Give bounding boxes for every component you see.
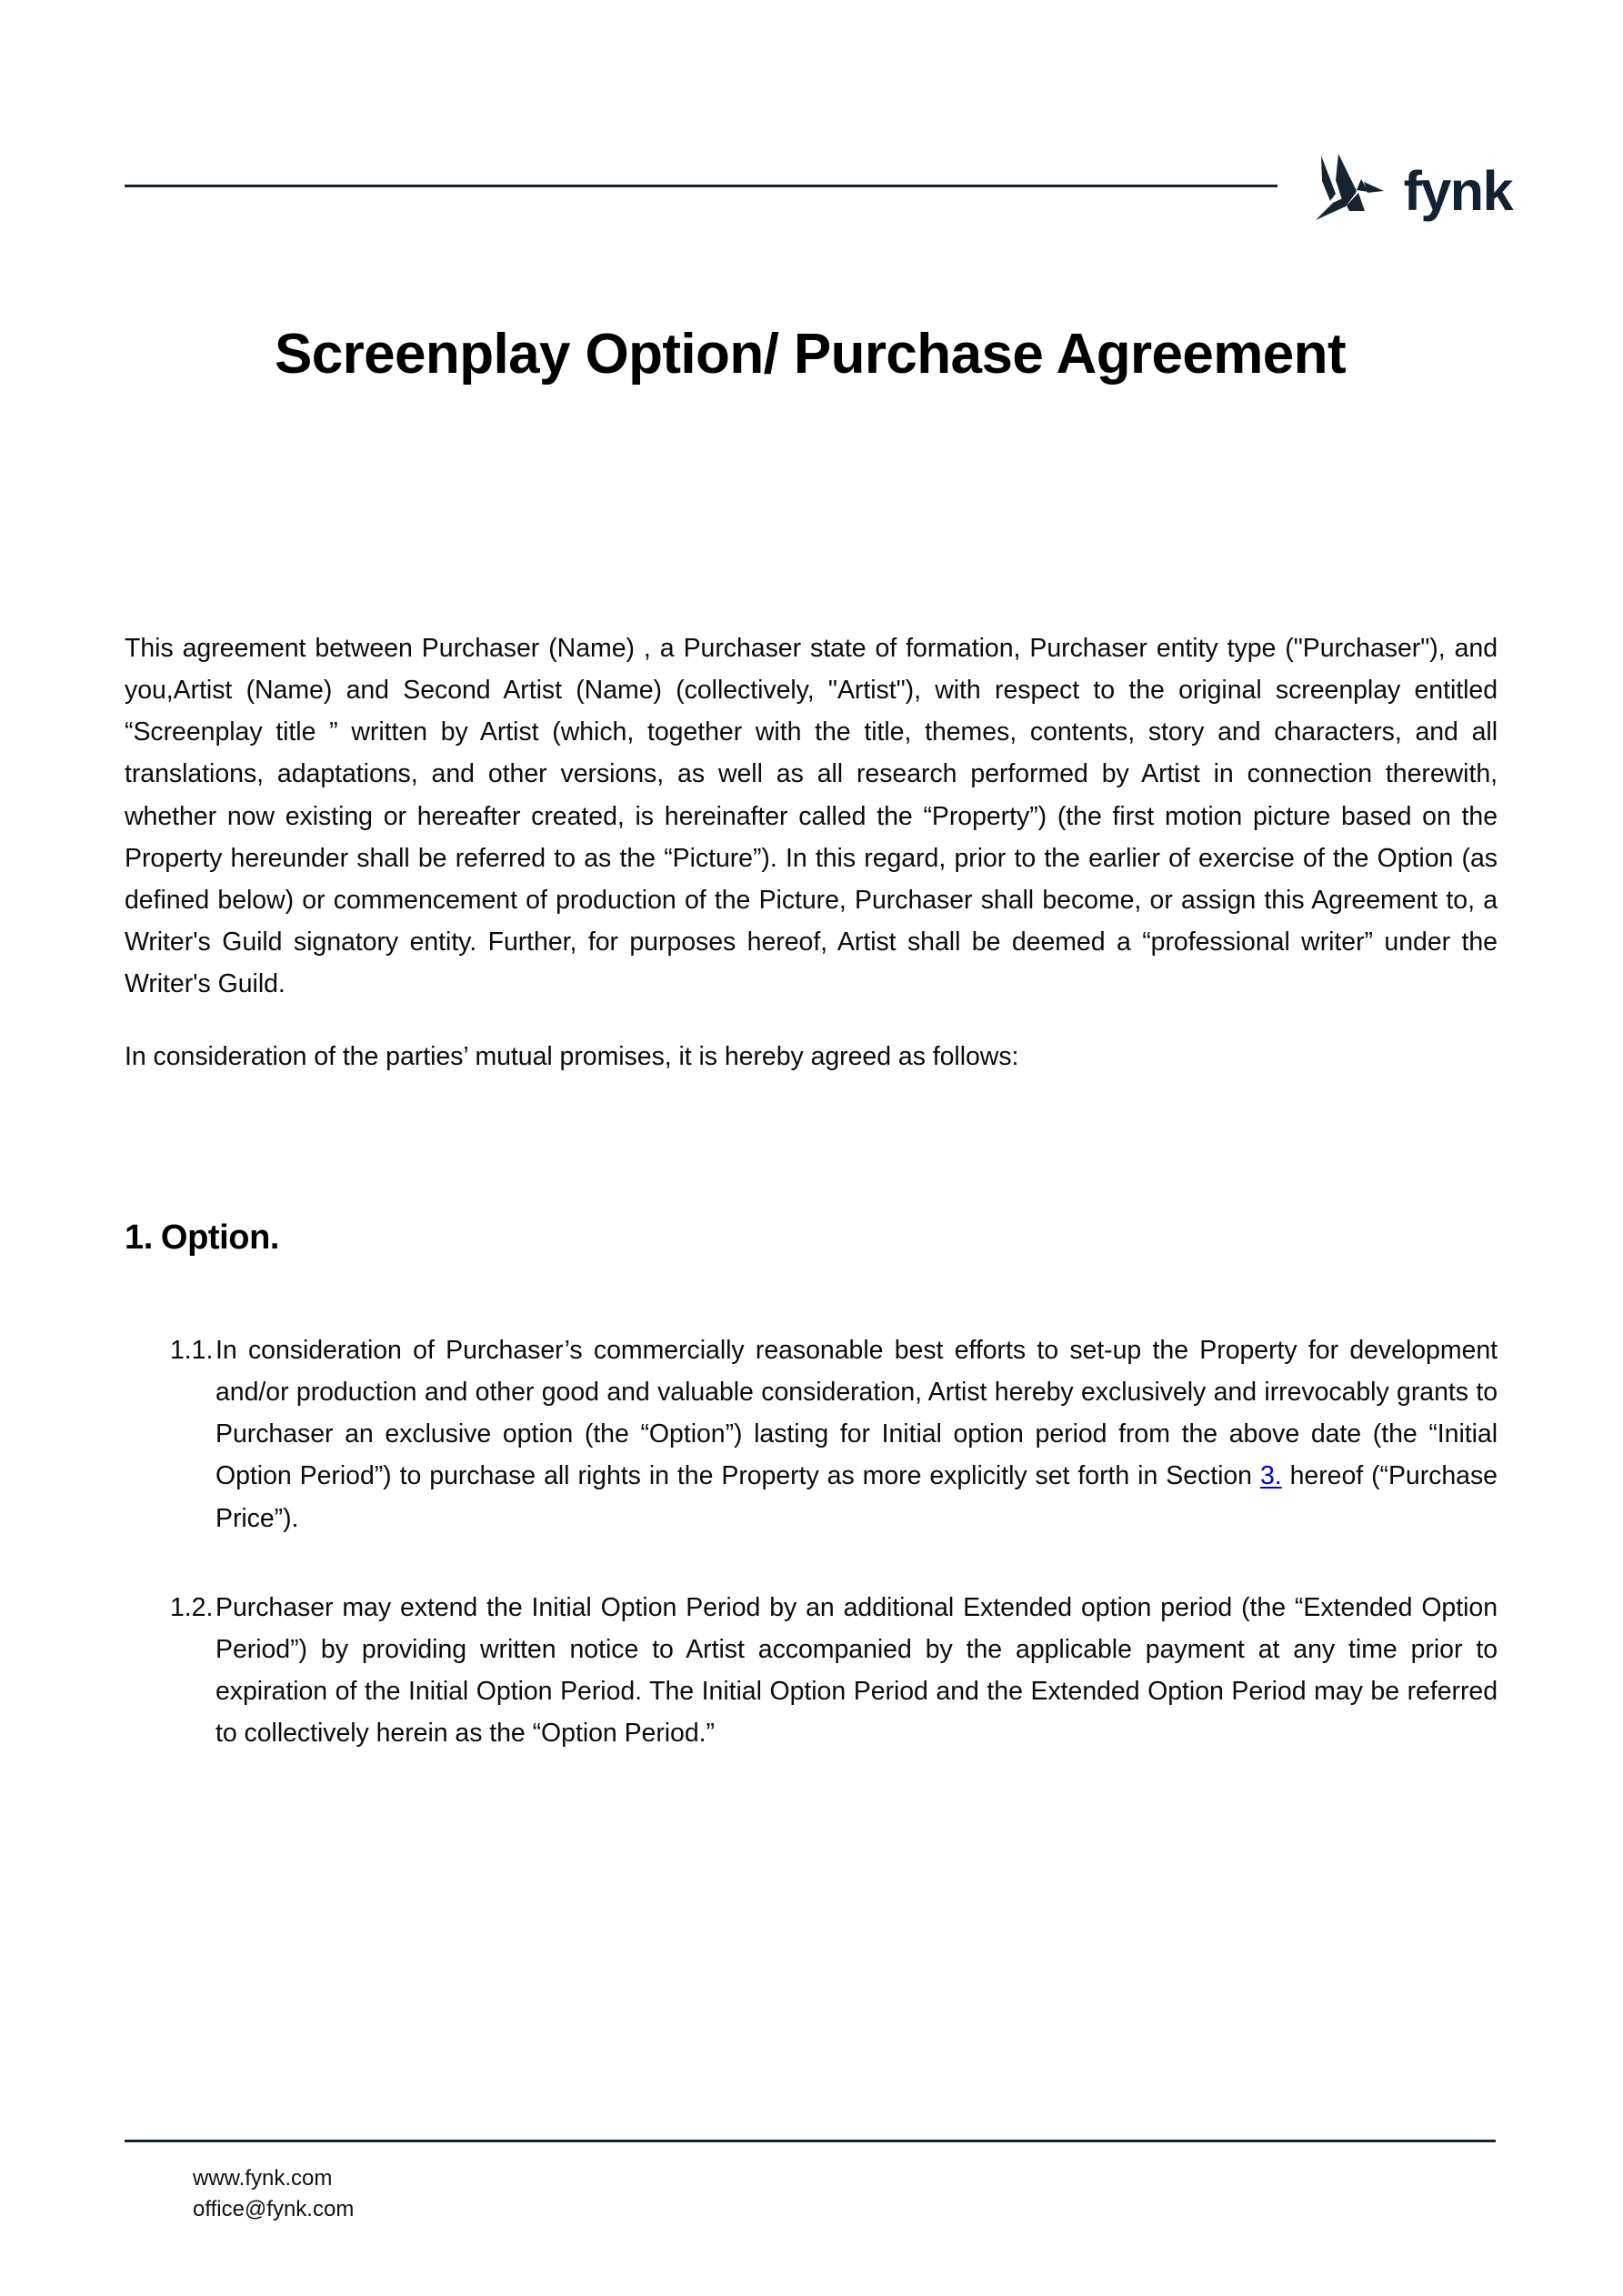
clause-1-2 xyxy=(125,1587,1498,1755)
preamble-paragraph: This agreement between Purchaser (Name) , a Purchaser state of formation, Purchaser entity type ("Purchaser"), and you,Artist (Name) and Second Artist (Name) (collectively, "Artist"), with respect to the original screenplay entitled “Screenplay title ” written by Artist (which, together with the title, themes, contents, story and characters, and all translations, adaptations, and other versions, as well as all research performed by Artist in connection therewith, whether now existing or hereafter created, is hereinafter called the “Property”) (the first motion picture based on the Property hereunder shall be referred to as the “Picture”). In this regard, prior to the earlier of exercise of the Option (as defined below) or commencement of production of the Picture, Purchaser shall become, or assign this Agreement to, a Writer's Guild signatory entity. Further, for purposes hereof, Artist shall be deemed a “professional writer” under the Writer's Guild. xyxy=(125,634,1498,999)
footer-contact xyxy=(193,2163,354,2225)
clause-text: Purchaser may extend the Initial Option Period by an additional Extended option period (the “Extended Option Period”) by providing written notice to Artist accompanied by the applicable payment at any time prior to expiration of the Initial Option Period. The Initial Option Period and the Extended Option Period may be referred to collectively herein as the “Option Period.” xyxy=(215,1592,1498,1749)
brand-logo xyxy=(1311,145,1512,229)
brand-name: fynk xyxy=(1403,159,1512,222)
clause-text: In consideration of Purchaser’s commercially reasonable best efforts to set-up the Property for development and/or production and other good and valuable consideration, Artist hereby exclusively and irrevocably grants to Purchaser an exclusive option (the “Option”) lasting for Initial option period from the above date (the “Initial Option Period”) to purchase all rights in the Property as more explicitly set forth in Section xyxy=(215,1336,1498,1491)
section-title: Option. xyxy=(160,1218,280,1257)
document-body xyxy=(125,627,1498,1109)
clause-list xyxy=(125,1329,1498,1801)
clause-number: 1.2. xyxy=(170,1592,214,1622)
header-divider xyxy=(125,185,1277,187)
section-cross-reference-link[interactable]: 3. xyxy=(1259,1461,1282,1491)
section-heading-option xyxy=(125,1218,279,1258)
section-number: 1. xyxy=(125,1218,153,1257)
consideration-paragraph: In consideration of the parties’ mutual promises, it is hereby agreed as follows: xyxy=(125,1042,1019,1072)
page-title: Screenplay Option/ Purchase Agreement xyxy=(275,323,1346,386)
footer-email[interactable]: office@fynk.com xyxy=(193,2197,355,2222)
footer-divider xyxy=(125,2140,1496,2142)
footer-website[interactable]: www.fynk.com xyxy=(193,2166,333,2191)
clause-number: 1.1. xyxy=(170,1336,214,1365)
fynk-bird-logo-icon xyxy=(1311,151,1389,224)
page-header xyxy=(0,0,1623,246)
clause-text-tail: hereof (“Purchase Price”). xyxy=(215,1461,1498,1533)
clause-1-1 xyxy=(125,1329,1498,1539)
page-footer xyxy=(0,2123,1623,2296)
